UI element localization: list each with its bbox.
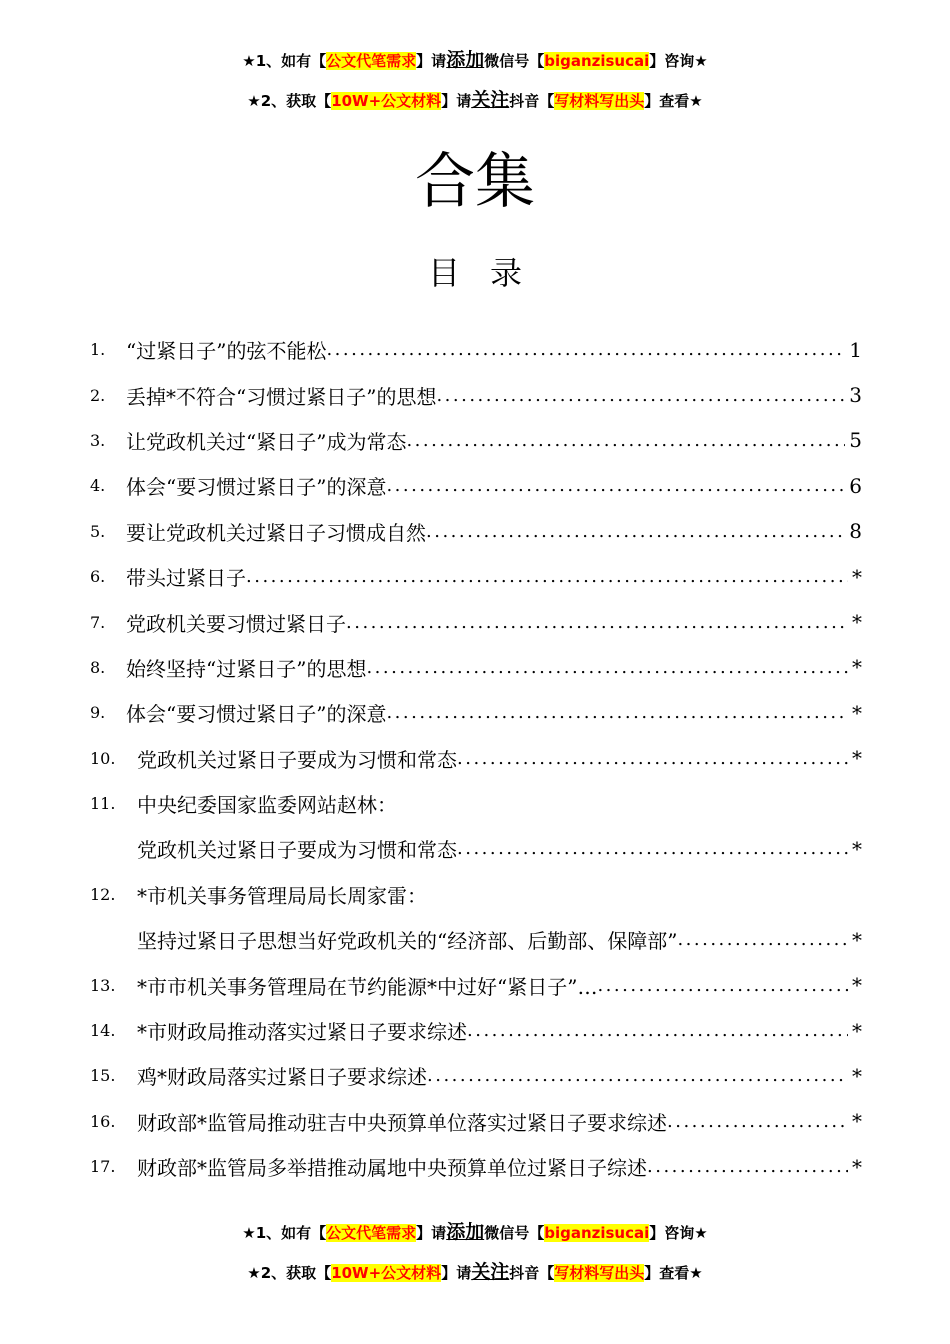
toc-entry-continuation[interactable]: 坚持过紧日子思想当好党政机关的“经济部、后勤部、保障部” ..... * <box>90 917 862 962</box>
page-number: 8 <box>849 519 862 544</box>
toc-entry[interactable]: 7. 党政机关要习惯过紧日子 ..... * <box>90 599 862 644</box>
dot-leader <box>386 702 848 723</box>
dot-leader <box>366 657 848 678</box>
header-banner-line-1: ★1、如有【公文代笔需求】请添加微信号【biganzisucai】咨询★ <box>242 49 708 71</box>
page-number: * <box>852 564 862 589</box>
highlight-text: 公文代笔需求 <box>326 52 417 70</box>
toc-entry[interactable]: 8. 始终坚持“过紧日子”的思想 ..... * <box>90 645 862 690</box>
dot-leader <box>647 1156 848 1177</box>
toc-entry[interactable]: 9. 体会“要习惯过紧日子”的深意 ..... * <box>90 690 862 735</box>
page-title: 合集 <box>415 147 535 217</box>
page-number: * <box>852 836 862 861</box>
page-number: 3 <box>849 383 862 408</box>
dot-leader <box>386 475 845 496</box>
toc-heading: 目录 <box>427 254 552 292</box>
toc-entry[interactable]: 2. 丢掉*不符合“习惯过紧日子”的思想 ..... 3 <box>90 372 862 417</box>
page-number: 5 <box>849 428 862 453</box>
footer-banner-line-1: ★1、如有【公文代笔需求】请添加微信号【biganzisucai】咨询★ <box>242 1221 708 1243</box>
dot-leader <box>406 430 845 451</box>
douyin-account: 写材料写出头 <box>554 1264 645 1282</box>
page-number: * <box>852 1154 862 1179</box>
highlight-text: 公文代笔需求 <box>326 1224 417 1242</box>
page-number: 6 <box>849 473 862 498</box>
toc-entry[interactable]: 17. 财政部*监管局多举措推动属地中央预算单位过紧日子综述 ..... * <box>90 1144 862 1189</box>
dot-leader <box>426 521 845 542</box>
page-number: * <box>852 973 862 998</box>
toc-entry[interactable]: 6. 带头过紧日子 ..... * <box>90 554 862 599</box>
toc-entry-heading[interactable]: 12. *市机关事务管理局局长周家雷： <box>90 883 427 908</box>
highlight-text: 10W+公文材料 <box>331 1264 442 1282</box>
toc-entry[interactable]: 4. 体会“要习惯过紧日子”的深意 ..... 6 <box>90 463 862 508</box>
dot-leader <box>597 975 848 996</box>
douyin-account: 写材料写出头 <box>554 92 645 110</box>
dot-leader <box>436 385 845 406</box>
dot-leader <box>427 1065 848 1086</box>
page-number: * <box>852 927 862 952</box>
toc-entry-heading[interactable]: 11. 中央纪委国家监委网站赵林： <box>90 793 397 818</box>
header-banner-line-2: ★2、获取【10W+公文材料】请关注抖音【写材料写出头】查看★ <box>247 89 703 111</box>
page-number: * <box>852 1018 862 1043</box>
dot-leader <box>346 612 848 633</box>
highlight-text: 10W+公文材料 <box>331 92 442 110</box>
page-number: * <box>852 610 862 635</box>
toc-entry[interactable]: 1. “过紧日子”的弦不能松 ..... 1 <box>90 327 862 372</box>
toc-entry-continuation[interactable]: 党政机关过紧日子要成为习惯和常态 ..... * <box>90 826 862 871</box>
table-of-contents <box>90 327 862 1189</box>
page-number: * <box>852 1063 862 1088</box>
page-number: * <box>852 700 862 725</box>
dot-leader <box>467 1020 848 1041</box>
dot-leader <box>457 838 848 859</box>
toc-entry[interactable]: 3. 让党政机关过“紧日子”成为常态 ..... 5 <box>90 418 862 463</box>
footer-banner-line-2: ★2、获取【10W+公文材料】请关注抖音【写材料写出头】查看★ <box>247 1261 703 1283</box>
toc-entry[interactable]: 5. 要让党政机关过紧日子习惯成自然 ..... 8 <box>90 509 862 554</box>
toc-entry[interactable]: 10. 党政机关过紧日子要成为习惯和常态 ..... * <box>90 736 862 781</box>
dot-leader <box>677 929 848 950</box>
page-number: * <box>852 655 862 680</box>
page-number: * <box>852 746 862 771</box>
dot-leader <box>457 748 848 769</box>
page-number: 1 <box>849 337 862 362</box>
dot-leader <box>326 339 845 360</box>
toc-entry[interactable]: 13. *市市机关事务管理局在节约能源*中过好“紧日子”… ..... * <box>90 962 862 1007</box>
wechat-id: biganzisucai <box>544 52 650 70</box>
dot-leader <box>246 566 848 587</box>
page-number: * <box>852 1109 862 1134</box>
toc-entry[interactable]: 15. 鸡*财政局落实过紧日子要求综述 ..... * <box>90 1053 862 1098</box>
toc-entry[interactable]: 14. *市财政局推动落实过紧日子要求综述 ..... * <box>90 1008 862 1053</box>
wechat-id: biganzisucai <box>544 1224 650 1242</box>
dot-leader <box>667 1111 848 1132</box>
toc-entry[interactable]: 16. 财政部*监管局推动驻吉中央预算单位落实过紧日子要求综述 ..... * <box>90 1099 862 1144</box>
